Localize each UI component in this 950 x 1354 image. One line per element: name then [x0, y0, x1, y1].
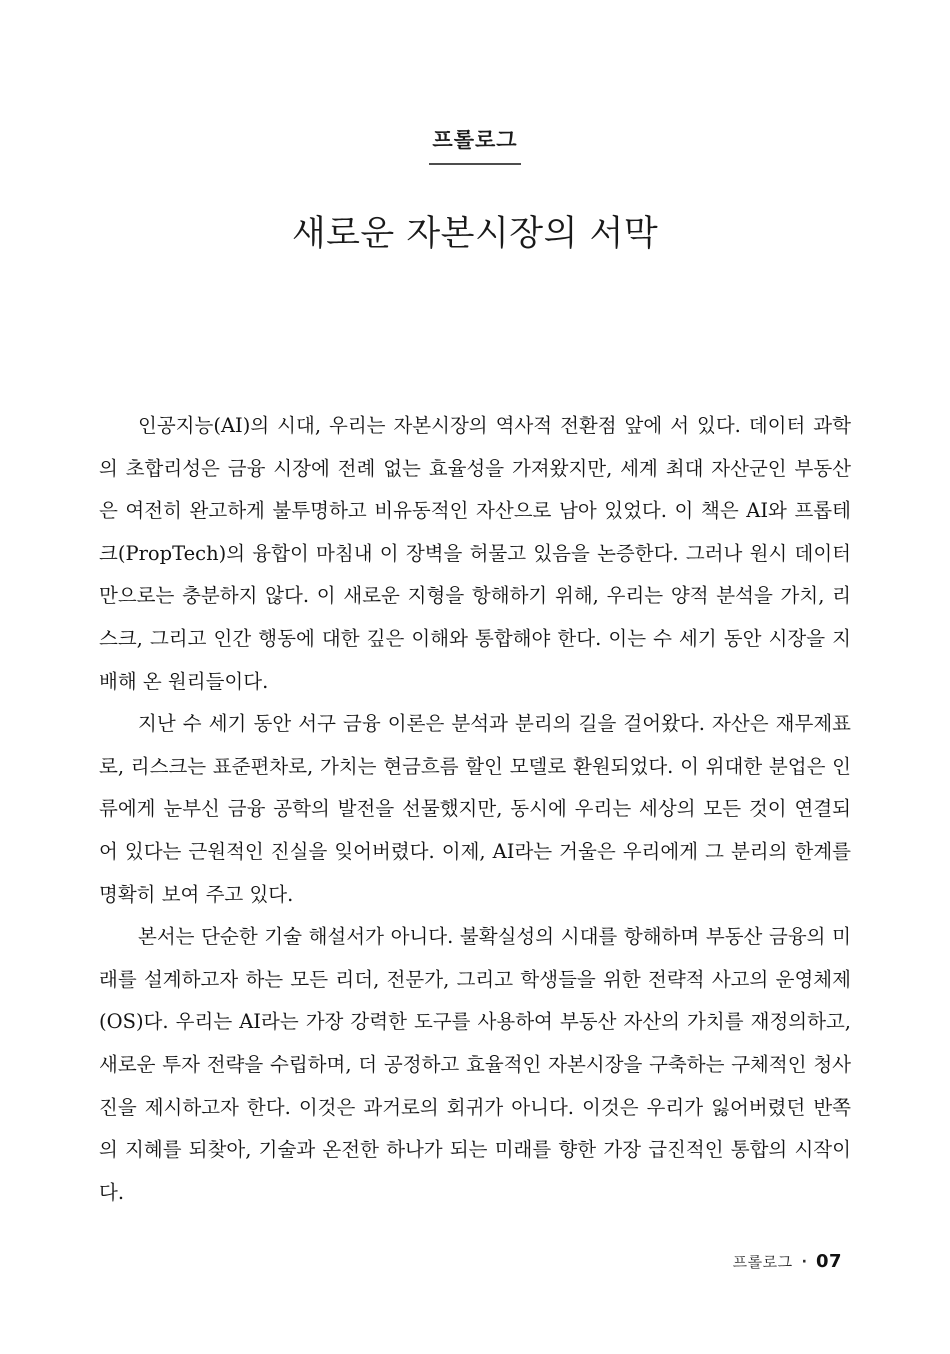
section-header [0, 124, 950, 165]
paragraph-2: 지난 수 세기 동안 서구 금융 이론은 분석과 분리의 길을 걸어왔다. 자산은 재무제표로, 리스크는 표준편차로, 가치는 현금흐름 할인 모델로 환원되었다. 이 위대한 분업은 인류에게 눈부신 금융 공학의 발전을 선물했지만, 동시에 우리는 세상의 모든 것이 연결되어 있다는 근원적인 진실을 잊어버렸다. 이제, AI라는 거울은 우리에게 그 분리의 한계를 명확히 보여 주고 있다. [99, 712, 851, 906]
footer-separator-dot: · [801, 1253, 807, 1270]
paragraph-3: 본서는 단순한 기술 해설서가 아니다. 불확실성의 시대를 항해하며 부동산 금융의 미래를 설계하고자 하는 모든 리더, 전문가, 그리고 학생들을 위한 전략적 사고의 운영체제(OS)다. 우리는 AI라는 가장 강력한 도구를 사용하여 부동산 자산의 가치를 재정의하고, 새로운 투자 전략을 수립하며, 더 공정하고 효율적인 자본시장을 구축하는 구체적인 청사진을 제시하고자 한다. 이것은 과거로의 회귀가 아니다. 이것은 우리가 잃어버렸던 반쪽의 지혜를 되찾아, 기술과 온전한 하나가 되는 미래를 향한 가장 급진적인 통합의 시작이다. [99, 925, 851, 1204]
section-header-label: 프롤로그 [429, 124, 520, 165]
page-number: 07 [815, 1251, 842, 1272]
page-title: 새로운 자본시장의 서막 [291, 214, 659, 254]
paragraph-1: 인공지능(AI)의 시대, 우리는 자본시장의 역사적 전환점 앞에 서 있다. 데이터 과학의 초합리성은 금융 시장에 전례 없는 효율성을 가져왔지만, 세계 최대 자산군인 부동산은 여전히 완고하게 불투명하고 비유동적인 자산으로 남아 있었다. 이 책은 AI와 프롭테크(PropTech)의 융합이 마침내 이 장벽을 허물고 있음을 논증한다. 그러나 원시 데이터만으로는 충분하지 않다. 이 새로운 지형을 항해하기 위해, 우리는 양적 분석을 가치, 리스크, 그리고 인간 행동에 대한 깊은 이해와 통합해야 한다. 이는 수 세기 동안 시장을 지배해 온 원리들이다. [99, 414, 851, 693]
body-text [99, 405, 851, 1214]
page-footer [733, 1251, 842, 1272]
footer-section-label: 프롤로그 [732, 1253, 793, 1271]
